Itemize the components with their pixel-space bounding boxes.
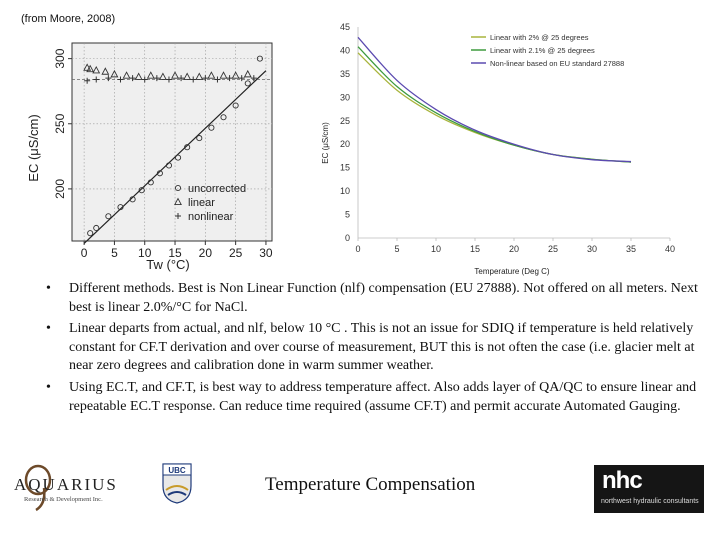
bullet-text: Different methods. Best is Non Linear Function (nlf) compensation (EU 27888). Not offered on all meters. Next best is linear 2.0%/°C for NaCl.: [69, 281, 698, 315]
right-chart-x-tick-label: 40: [664, 244, 676, 254]
right-chart-series-line: [358, 53, 631, 162]
left-chart-y-tick-label: 300: [53, 48, 67, 69]
nhc-logo: [594, 465, 704, 513]
right-chart-x-axis-label: Temperature (Deg C): [474, 267, 550, 276]
bullet-dot-icon: •: [46, 379, 51, 395]
right-chart-legend-label: Linear with 2.1% @ 25 degrees: [490, 46, 595, 55]
right-chart-x-tick-label: 30: [586, 244, 598, 254]
left-chart-x-tick-label: 25: [228, 246, 243, 260]
right-chart-series-line: [358, 37, 631, 161]
left-chart-y-tick-label: 250: [53, 113, 67, 134]
left-chart-x-tick-label: 10: [138, 246, 152, 260]
right-chart-x-tick-label: 10: [430, 244, 442, 254]
right-chart-x-tick-label: 25: [547, 244, 559, 254]
left-chart-y-tick-label: 200: [53, 178, 67, 199]
ubc-logo-text: UBC: [168, 466, 186, 475]
left-chart-x-tick-label: 15: [168, 246, 182, 260]
bullet-list: [46, 280, 710, 419]
left-chart-legend-label: linear: [188, 197, 215, 209]
slide-title: Temperature Compensation: [265, 474, 476, 495]
left-chart-legend-label: nonlinear: [188, 211, 234, 223]
left-chart-y-axis-label: EC (μS/cm): [26, 114, 41, 182]
left-chart-x-tick-label: 20: [198, 246, 213, 260]
right-chart-y-tick-label: 5: [344, 209, 350, 220]
right-chart-legend-label: Non-linear based on EU standard 27888: [490, 59, 625, 68]
left-chart-x-axis-label: Tw (°C): [146, 257, 190, 272]
right-chart-y-tick-label: 10: [339, 186, 350, 197]
bullet-text: Linear departs from actual, and nlf, below 10 °C . This is not an issue for SDIQ if temperature is held relatively constant for CF.T derivation and over course of measurement, BUT this is not often the case (i.e. glacier melt at near zero degrees and calibration done in warm summer weather.: [69, 321, 695, 374]
figure-source-caption: (from Moore, 2008): [21, 13, 116, 25]
ubc-logo: [161, 462, 193, 504]
bullet-text: Using EC.T, and CF.T, is best way to address temperature affect. Also adds layer of QA/QC to ensure linear and repeatable EC.T response. Can reduce time required (assume CF.T) and permit accurate Automated Gauging.: [69, 379, 697, 414]
right-chart-y-tick-label: 35: [339, 68, 350, 79]
right-chart-x-tick-label: 20: [508, 244, 520, 254]
right-chart-x-tick-label: 15: [469, 244, 481, 254]
nhc-logo-subtext: northwest hydraulic consultants: [601, 498, 699, 505]
right-chart-legend-label: Linear with 2% @ 25 degrees: [490, 33, 589, 42]
left-chart-x-tick-label: 0: [80, 246, 88, 260]
aquarius-logo-text: AQUARIUS: [14, 475, 118, 494]
left-chart-x-tick-label: 30: [259, 246, 273, 260]
nhc-logo-text: nhc: [602, 467, 642, 494]
right-chart-x-tick-label: 35: [625, 244, 637, 254]
bullet-item: [46, 320, 710, 376]
bullet-item: [46, 379, 710, 416]
right-chart-x-tick-label: 5: [394, 244, 400, 254]
right-chart-y-tick-label: 25: [339, 115, 350, 126]
aquarius-logo-subtext: Research & Development Inc.: [24, 496, 103, 503]
right-chart-x-tick-label: 0: [355, 244, 361, 254]
left-chart: [18, 33, 280, 273]
right-chart-y-axis-label: EC (μS/cm): [321, 122, 330, 164]
bullet-dot-icon: •: [46, 281, 51, 296]
right-chart: [306, 18, 690, 280]
left-chart-legend-label: uncorrected: [188, 183, 247, 195]
aquarius-logo: [10, 458, 160, 514]
left-chart-x-tick-label: 5: [111, 246, 118, 260]
bullet-dot-icon: •: [46, 321, 51, 337]
right-chart-y-tick-label: 30: [339, 92, 350, 103]
right-chart-y-tick-label: 0: [344, 233, 350, 243]
right-chart-y-tick-label: 15: [339, 162, 350, 173]
right-chart-y-tick-label: 45: [339, 22, 350, 32]
right-chart-y-tick-label: 20: [339, 139, 350, 150]
right-chart-y-tick-label: 40: [339, 45, 350, 56]
bullet-item: [46, 280, 710, 317]
